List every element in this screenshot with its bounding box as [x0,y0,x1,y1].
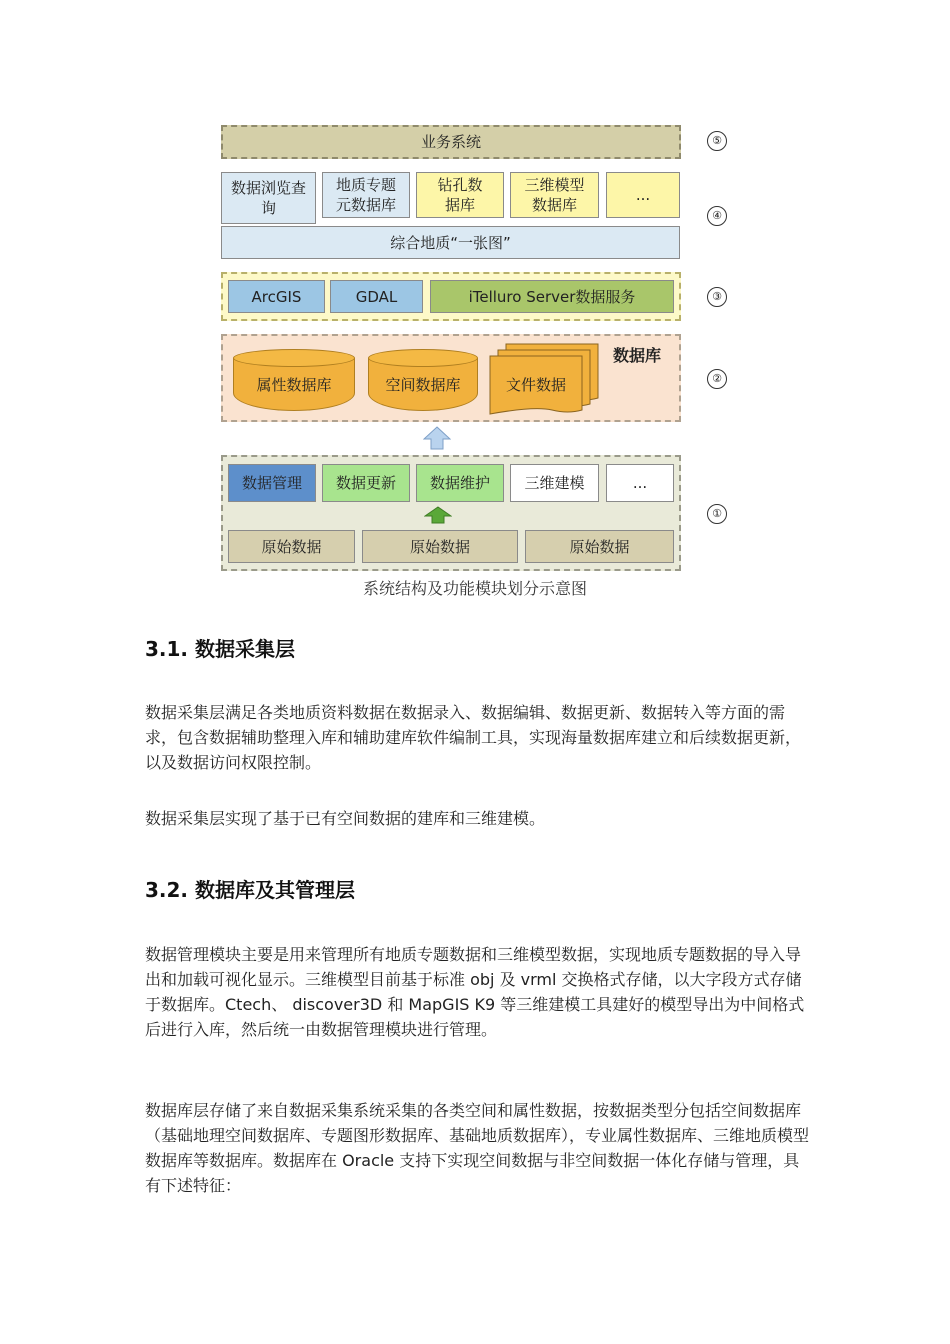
up-arrow-icon [423,426,451,450]
module-data-update: 数据更新 [322,464,410,502]
attribute-database-label: 属性数据库 [233,358,355,411]
module-data-management: 数据管理 [228,464,316,502]
layer3-gdal: GDAL [330,280,423,313]
module-data-maintenance: 数据维护 [416,464,504,502]
database-title: 数据库 [612,346,661,365]
business-system-label: 业务系统 [420,133,481,151]
file-data-label: 文件数据 [505,376,566,394]
architecture-diagram [0,0,950,600]
layer3-itelluro-server: iTelluro Server数据服务 [430,280,674,313]
layer-1-number: ① [707,504,727,524]
layer4-box-metadata-db: 地质专题元数据库 [322,172,410,218]
spatial-database-label: 空间数据库 [368,358,478,411]
attribute-database-cylinder [233,349,355,411]
layer4-one-map-bar: 综合地质“一张图” [221,226,680,259]
layer4-box-more: ... [606,172,680,218]
layer3-arcgis: ArcGIS [228,280,325,313]
layer4-box-3d-model-db: 三维模型数据库 [510,172,599,218]
layer-2-number: ② [707,369,727,389]
layer4-box-borehole-db: 钻孔数据库 [416,172,504,218]
section-heading-3-1: 3.1. 数据采集层 [145,637,295,661]
layer-3-number: ③ [707,287,727,307]
section-3-2-paragraph-2: 数据库层存储了来自数据采集系统采集的各类空间和属性数据，按数据类型分包括空间数据库（基础地理空间数据库、专题图形数据库、基础地质数据库），专业属性数据库、三维地质模型数据库等数据库。数据库在 Oracle 支持下实现空间数据与非空间数据一体化存储与管理，具有下述特征： [145,1101,810,1195]
raw-data-1: 原始数据 [228,530,355,563]
green-up-arrow-icon [424,506,452,524]
section-3-2-paragraph-1: 数据管理模块主要是用来管理所有地质专题数据和三维模型数据，实现地质专题数据的导入导出和加载可视化显示。三维模型目前基于标准 obj 及 vrml 交换格式存储，以大字段方式存储于数据库。Ctech、 discover3D 和 MapGIS K9 等三维建模工具建好的模型导出为中间格式后进行入库，然后统一由数据管理模块进行管理。 [145,945,805,1039]
diagram-caption: 系统结构及功能模块划分示意图 [362,579,587,598]
section-3-1-paragraph-1: 数据采集层满足各类地质资料数据在数据录入、数据编辑、数据更新、数据转入等方面的需求，包含数据辅助整理入库和辅助建库软件编制工具，实现海量数据库建立和后续数据更新，以及数据访问权限控制。 [145,703,802,772]
module-more: ... [606,464,674,502]
section-3-1-paragraph-2: 数据采集层实现了基于已有空间数据的建库和三维建模。 [145,809,546,828]
raw-data-3: 原始数据 [525,530,674,563]
raw-data-2: 原始数据 [362,530,518,563]
layer4-box-browse: 数据浏览查询 [221,172,316,224]
layer-5-frame [221,125,681,159]
spatial-database-cylinder [368,349,478,411]
section-heading-3-2: 3.2. 数据库及其管理层 [145,878,355,902]
layer-5-number: ⑤ [707,131,727,151]
layer-4-number: ④ [707,206,727,226]
module-3d-modeling: 三维建模 [510,464,599,502]
